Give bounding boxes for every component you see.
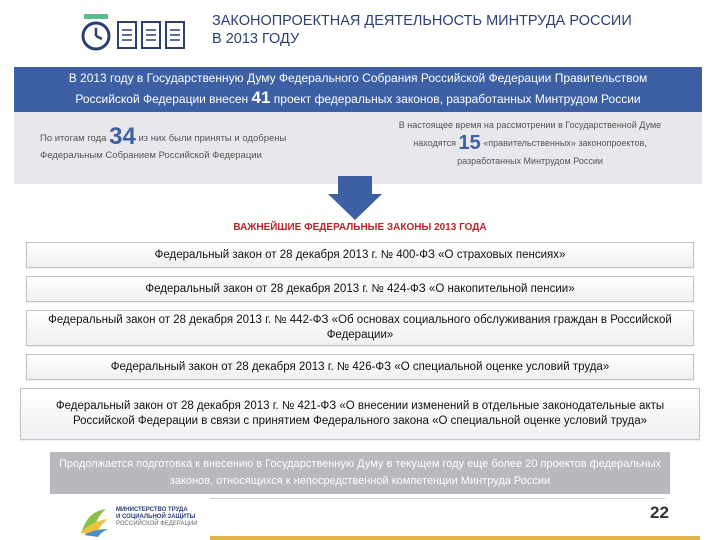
summary-band bbox=[14, 67, 702, 112]
pending-text: разработанных Минтрудом России bbox=[457, 156, 603, 166]
title-line-1: ЗАКОНОПРОЕКТНАЯ ДЕЯТЕЛЬНОСТЬ МИНТРУДА РОССИИ bbox=[212, 13, 632, 29]
document-icon bbox=[118, 22, 136, 48]
header-icons bbox=[80, 12, 190, 56]
accepted-stat bbox=[40, 123, 340, 164]
title-line-2: В 2013 ГОДУ bbox=[212, 31, 300, 47]
accepted-text: Федеральным Собранием Российской Федерации bbox=[40, 150, 262, 161]
pending-text: «правительственных» законопроектов, bbox=[483, 138, 647, 148]
ministry-name-line: И СОЦИАЛЬНОЙ ЗАЩИТЫ bbox=[116, 514, 196, 520]
pending-text: находятся bbox=[413, 138, 456, 148]
laws-heading: ВАЖНЕЙШИЕ ФЕДЕРАЛЬНЫЕ ЗАКОНЫ 2013 ГОДА bbox=[233, 222, 487, 233]
document-icon bbox=[142, 22, 160, 48]
accepted-text: из них были приняты и одобрены bbox=[138, 133, 287, 144]
footer-divider bbox=[210, 498, 665, 499]
ministry-logo-icon bbox=[78, 505, 110, 537]
clock-icon bbox=[83, 14, 109, 49]
summary-text: проект федеральных законов, разработанных Минтрудом России bbox=[273, 92, 641, 106]
law-item: Федеральный закон от 28 декабря 2013 г. № 442-ФЗ «Об основах социального обслуживания граждан в Российской Федерации» bbox=[26, 310, 694, 346]
ministry-name-line: РОССИЙСКОЙ ФЕДЕРАЦИИ bbox=[116, 521, 198, 527]
summary-text: Российской Федерации внесен bbox=[75, 92, 249, 106]
arrow-down-icon bbox=[328, 176, 382, 220]
law-item: Федеральный закон от 28 декабря 2013 г. № 421-ФЗ «О внесении изменений в отдельные законодательные акты Российской Федерации в связи с принятием Федерального закона «О специальной оценке условий труда» bbox=[20, 388, 700, 440]
accepted-count: 34 bbox=[109, 123, 136, 150]
submitted-count: 41 bbox=[251, 88, 271, 107]
law-item: Федеральный закон от 28 декабря 2013 г. № 424-ФЗ «О накопительной пенсии» bbox=[26, 276, 694, 302]
ministry-name bbox=[116, 507, 198, 528]
pending-count: 15 bbox=[458, 132, 481, 154]
page-title bbox=[212, 12, 682, 48]
page-number: 22 bbox=[650, 503, 669, 522]
accepted-text: По итогам года bbox=[40, 133, 107, 144]
footer-accent-bar bbox=[210, 536, 700, 540]
summary-line-2 bbox=[14, 88, 702, 109]
law-item: Федеральный закон от 28 декабря 2013 г. № 400-ФЗ «О страховых пенсиях» bbox=[26, 242, 694, 268]
pending-text: В настоящее время на рассмотрении в Государственной Думе bbox=[398, 120, 662, 130]
law-item: Федеральный закон от 28 декабря 2013 г. № 426-ФЗ «О специальной оценке условий труда» bbox=[26, 354, 694, 380]
bottom-note: Продолжается подготовка к внесению в Государственную Думу в текущем году еще более 20 проектов федеральных законов, относящихся к непосредственной компетенции Минтруда России bbox=[50, 452, 670, 494]
document-icon bbox=[166, 22, 184, 48]
summary-line-1: В 2013 году в Государственную Думу Федерального Собрания Российской Федерации Правительством bbox=[68, 71, 648, 85]
pending-stat bbox=[372, 116, 688, 170]
ministry-name-line: МИНИСТЕРСТВО ТРУДА bbox=[116, 507, 188, 513]
